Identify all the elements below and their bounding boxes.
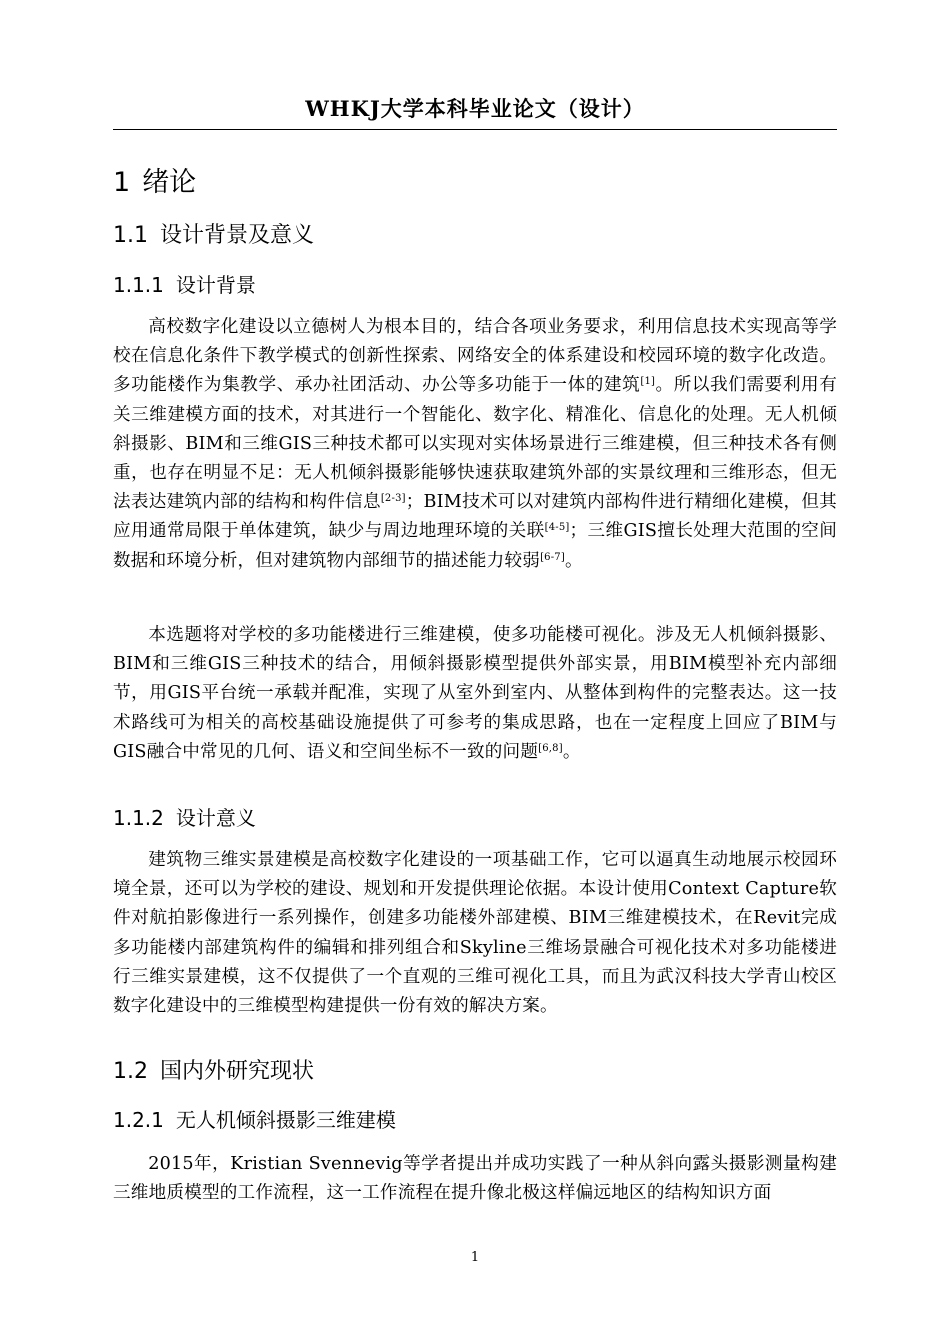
text-run: 高校数字化建设以立德树人为根本目的，结合各项业务要求，利用信息技术实现高等学校在信息化条件下教学模式的创新性探索、网络安全的体系建设和校园环境的数字化改造。多功能楼作为集教学、承办社团活动、办公等多功能于一体的建筑 bbox=[113, 317, 837, 396]
text-run: 本选题将对学校的多功能楼进行三维建模，使多功能楼可视化。涉及无人机倾斜摄影、BIM和三维GIS三种技术的结合，用倾斜摄影模型提供外部实景，用BIM模型补充内部细节，用GIS平台统一承载并配准，实现了从室外到室内、从整体到构件的完整表达。这一技术路线可为相关的高校基础设施提供了可参考的集成思路，也在一定程度上回应了BIM与GIS融合中常见的几何、语义和空间坐标不一致的问题 bbox=[113, 625, 837, 762]
subsection-number: 1.1.2 bbox=[113, 806, 164, 830]
section-heading-1-2 bbox=[113, 1054, 314, 1085]
section-heading-1-1 bbox=[113, 218, 314, 249]
section-number: 1.1 bbox=[113, 223, 148, 248]
header-rule bbox=[113, 129, 837, 130]
chapter-title: 绪论 bbox=[142, 167, 197, 198]
subsection-title: 无人机倾斜摄影三维建模 bbox=[175, 1108, 396, 1132]
subsection-title: 设计意义 bbox=[175, 806, 256, 830]
paragraph-background bbox=[113, 313, 837, 576]
subsection-title: 设计背景 bbox=[175, 273, 256, 297]
text-run: 。所以我们需要利用有关三维建模方面的技术，对其进行一个智能化、数字化、精准化、信息化的处理。无人机倾斜摄影、BIM和三维GIS三种技术都可以实现对实体场景进行三维建模，但三种技术各有侧重，也存在明显不足：无人机倾斜摄影能够快速获取建筑外部的实景纹理和三维形态，但无法表达建筑内部的结构和构件信息 bbox=[113, 375, 837, 513]
text-run: 。 bbox=[564, 550, 583, 571]
chapter-number: 1 bbox=[113, 167, 131, 198]
subsection-heading-1-1-2 bbox=[113, 802, 256, 831]
paragraph-significance: 建筑物三维实景建模是高校数字化建设的一项基础工作，它可以逼真生动地展示校园环境全景，还可以为学校的建设、规划和开发提供理论依据。本设计使用Context Capture软件对航拍影像进行一系列操作，创建多功能楼外部建模、BIM三维建模技术，在Revit完成多功能楼内部建筑构件的编辑和排列组合和Skyline三维场景融合可视化技术对多功能楼进行三维实景建模，这不仅提供了一个直观的三维可视化工具，而且为武汉科技大学青山校区数字化建设中的三维模型构建提供一份有效的解决方案。 bbox=[113, 850, 837, 1017]
subsection-number: 1.2.1 bbox=[113, 1108, 164, 1132]
citation: [2-3] bbox=[380, 493, 406, 505]
citation: [6,8] bbox=[538, 742, 563, 754]
subsection-heading-1-1-1 bbox=[113, 269, 256, 298]
citation: [6-7] bbox=[540, 551, 565, 563]
citation: [1] bbox=[640, 376, 656, 388]
section-title: 设计背景及意义 bbox=[160, 223, 315, 248]
text-run: ；三维GIS擅长处理大范围的空间数据和环境分析，但对建筑物内部细节的描述能力较弱 bbox=[113, 521, 837, 571]
citation: [4-5] bbox=[544, 522, 570, 534]
subsection-heading-1-2-1 bbox=[113, 1104, 396, 1133]
chapter-heading bbox=[113, 160, 196, 199]
paragraph-research-status: 2015年，Kristian Svennevig等学者提出并成功实践了一种从斜向露头摄影测量构建三维地质模型的工作流程，这一工作流程在提升像北极这样偏远地区的结构知识方面 bbox=[113, 1154, 837, 1204]
paragraph-topic bbox=[113, 621, 837, 767]
subsection-number: 1.1.1 bbox=[113, 273, 164, 297]
page-number: 1 bbox=[470, 1250, 480, 1265]
text-run: ；BIM技术可以对建筑内部构件进行精细化建模，但其应用通常局限于单体建筑，缺少与周边地理环境的关联 bbox=[113, 492, 837, 542]
text-run: 。 bbox=[562, 741, 581, 762]
section-number: 1.2 bbox=[113, 1059, 148, 1084]
running-header: WHKJ大学本科毕业论文（设计） bbox=[305, 96, 645, 121]
section-title: 国内外研究现状 bbox=[160, 1059, 315, 1084]
